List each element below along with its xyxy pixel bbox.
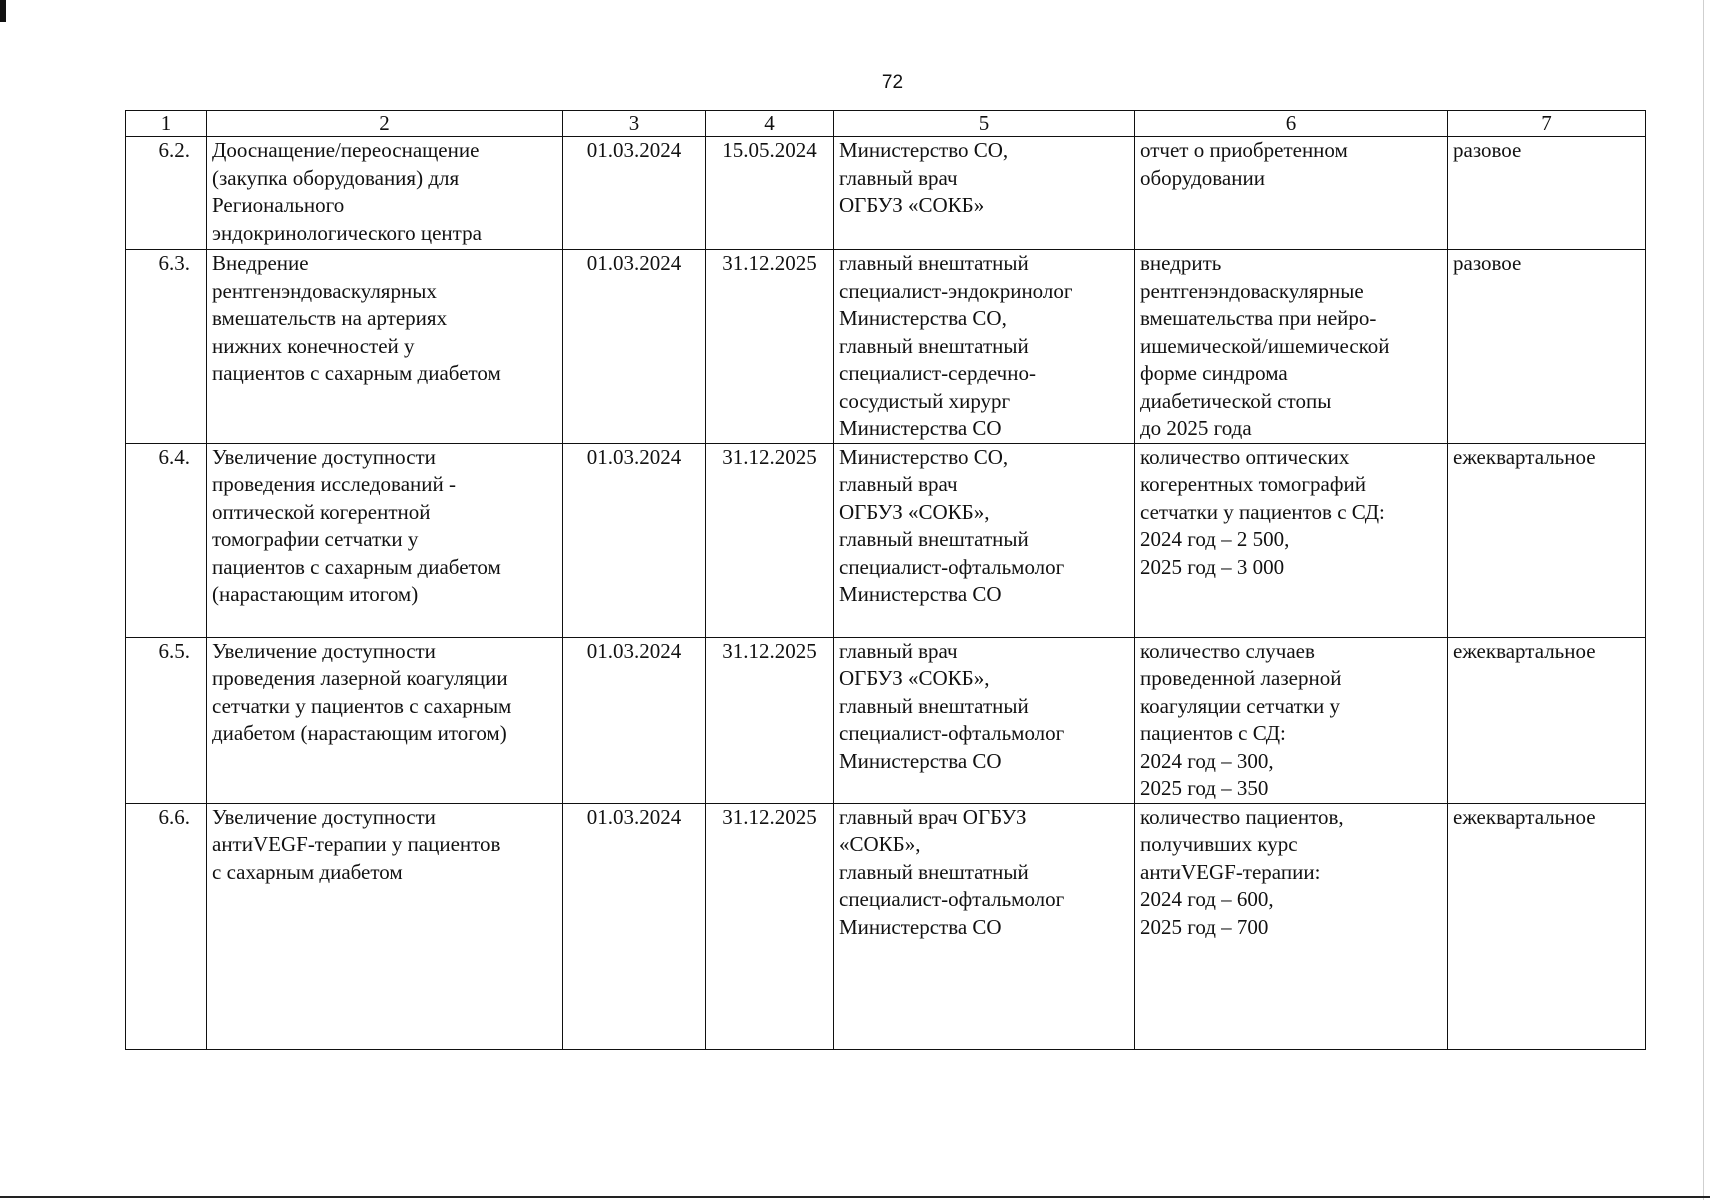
item-number: 6.2. [126, 137, 207, 250]
end-date-cell: 31.12.2025 [706, 637, 834, 803]
scan-bottom-line [0, 1196, 1710, 1198]
scan-edge-mark [0, 0, 6, 22]
table-row [126, 637, 1646, 803]
result-cell: количество случаев проведенной лазерной коагуляции сетчатки у пациентов с СД: 2024 год – 300, 2025 год – 350 [1135, 637, 1448, 803]
frequency-cell: ежеквартальное [1448, 803, 1646, 1049]
page-number: 72 [881, 72, 904, 93]
start-date-cell: 01.03.2024 [563, 803, 706, 1049]
column-header: 3 [563, 111, 706, 137]
action-plan-table [125, 110, 1646, 1050]
frequency-cell: ежеквартальное [1448, 443, 1646, 637]
table-row [126, 137, 1646, 250]
table-row [126, 803, 1646, 1049]
scan-edge-line [1703, 0, 1704, 1200]
responsible-cell: главный врач ОГБУЗ «СОКБ», главный внештатный специалист-офтальмолог Министерства СО [834, 803, 1135, 1049]
responsible-cell: Министерство СО, главный врач ОГБУЗ «СОКБ», главный внештатный специалист-офтальмолог Министерства СО [834, 443, 1135, 637]
item-number: 6.4. [126, 443, 207, 637]
frequency-cell: ежеквартальное [1448, 637, 1646, 803]
column-header: 2 [207, 111, 563, 137]
end-date-cell: 31.12.2025 [706, 803, 834, 1049]
column-header: 4 [706, 111, 834, 137]
item-number: 6.6. [126, 803, 207, 1049]
activity-cell: Увеличение доступности проведения лазерной коагуляции сетчатки у пациентов с сахарным диабетом (нарастающим итогом) [207, 637, 563, 803]
activity-cell: Увеличение доступности антиVEGF-терапии у пациентов с сахарным диабетом [207, 803, 563, 1049]
end-date-cell: 31.12.2025 [706, 443, 834, 637]
result-cell: внедрить рентгенэндоваскулярные вмешательства при нейро- ишемической/ишемической форме синдрома диабетической стопы до 2025 года [1135, 250, 1448, 444]
start-date-cell: 01.03.2024 [563, 137, 706, 250]
start-date-cell: 01.03.2024 [563, 637, 706, 803]
activity-cell: Дооснащение/переоснащение (закупка оборудования) для Регионального эндокринологического центра [207, 137, 563, 250]
column-header: 6 [1135, 111, 1448, 137]
column-header: 5 [834, 111, 1135, 137]
activity-cell: Увеличение доступности проведения исследований - оптической когерентной томографии сетчатки у пациентов с сахарным диабетом (нарастающим итогом) [207, 443, 563, 637]
start-date-cell: 01.03.2024 [563, 443, 706, 637]
result-cell: количество оптических когерентных томографий сетчатки у пациентов с СД: 2024 год – 2 500, 2025 год – 3 000 [1135, 443, 1448, 637]
column-header: 1 [126, 111, 207, 137]
table-row [126, 250, 1646, 444]
end-date-cell: 15.05.2024 [706, 137, 834, 250]
frequency-cell: разовое [1448, 137, 1646, 250]
responsible-cell: главный врач ОГБУЗ «СОКБ», главный внештатный специалист-офтальмолог Министерства СО [834, 637, 1135, 803]
activity-cell: Внедрение рентгенэндоваскулярных вмешательств на артериях нижних конечностей у пациентов с сахарным диабетом [207, 250, 563, 444]
table-row [126, 443, 1646, 637]
result-cell: отчет о приобретенном оборудовании [1135, 137, 1448, 250]
header-row [126, 111, 1646, 137]
item-number: 6.5. [126, 637, 207, 803]
start-date-cell: 01.03.2024 [563, 250, 706, 444]
end-date-cell: 31.12.2025 [706, 250, 834, 444]
result-cell: количество пациентов, получивших курс антиVEGF-терапии: 2024 год – 600, 2025 год – 700 [1135, 803, 1448, 1049]
frequency-cell: разовое [1448, 250, 1646, 444]
item-number: 6.3. [126, 250, 207, 444]
responsible-cell: Министерство СО, главный врач ОГБУЗ «СОКБ» [834, 137, 1135, 250]
column-header: 7 [1448, 111, 1646, 137]
responsible-cell: главный внештатный специалист-эндокринолог Министерства СО, главный внештатный специалист-сердечно- сосудистый хирург Министерства СО [834, 250, 1135, 444]
